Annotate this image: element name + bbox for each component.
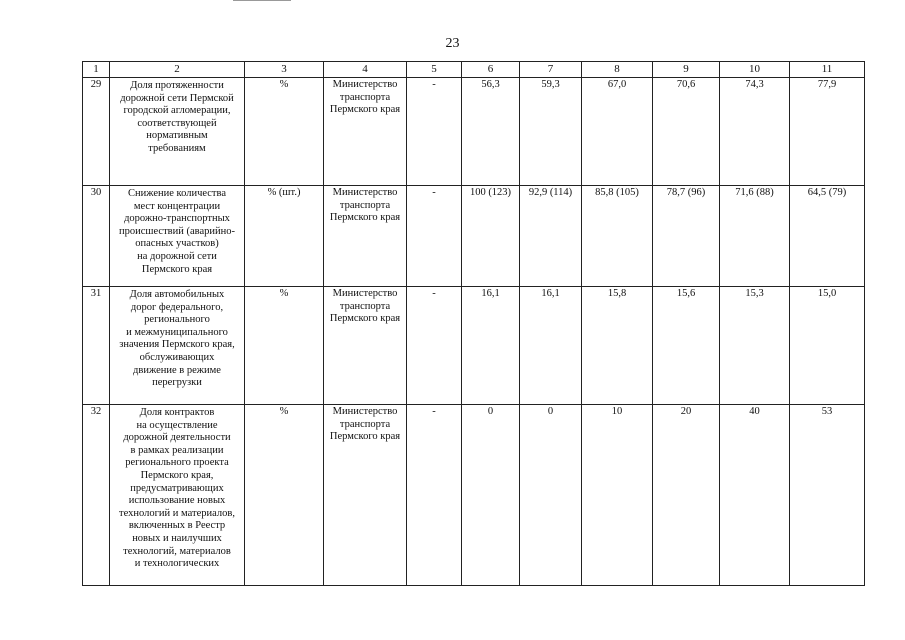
indicator-name: Доля контрактов на осуществление дорожной деятельности в рамках реализации регионального проекта Пермского края, предусматривающих использование новых технологий и материалов, включенных в Реестр новых и наилучших технологий, материалов и технологических bbox=[110, 405, 245, 586]
indicators-table bbox=[82, 61, 865, 586]
responsible-org: Министерство транспорта Пермского края bbox=[324, 186, 407, 287]
value-cell: 53 bbox=[790, 405, 865, 586]
value-cell: 77,9 bbox=[790, 78, 865, 186]
value-cell: 16,1 bbox=[462, 287, 520, 405]
table-row bbox=[83, 186, 865, 287]
base-value: - bbox=[407, 186, 462, 287]
header-cell: 1 bbox=[83, 62, 110, 78]
value-cell: 70,6 bbox=[653, 78, 720, 186]
header-cell: 6 bbox=[462, 62, 520, 78]
value-cell: 67,0 bbox=[582, 78, 653, 186]
table-row bbox=[83, 405, 865, 586]
header-cell: 5 bbox=[407, 62, 462, 78]
table-row bbox=[83, 287, 865, 405]
header-cell: 4 bbox=[324, 62, 407, 78]
indicator-name: Доля автомобильных дорог федерального, регионального и межмуниципального значения Пермского края, обслуживающих движение в режиме перегрузки bbox=[110, 287, 245, 405]
value-cell: 15,3 bbox=[720, 287, 790, 405]
value-cell: 64,5 (79) bbox=[790, 186, 865, 287]
unit-cell: % bbox=[245, 405, 324, 586]
value-cell: 92,9 (114) bbox=[520, 186, 582, 287]
table-header-row bbox=[83, 62, 865, 78]
value-cell: 78,7 (96) bbox=[653, 186, 720, 287]
row-number: 30 bbox=[83, 186, 110, 287]
value-cell: 16,1 bbox=[520, 287, 582, 405]
header-cell: 7 bbox=[520, 62, 582, 78]
value-cell: 100 (123) bbox=[462, 186, 520, 287]
header-cell: 3 bbox=[245, 62, 324, 78]
row-number: 29 bbox=[83, 78, 110, 186]
header-cell: 2 bbox=[110, 62, 245, 78]
value-cell: 59,3 bbox=[520, 78, 582, 186]
indicator-name: Доля протяженности дорожной сети Пермской городской агломерации, соответствующей нормативным требованиям bbox=[110, 78, 245, 186]
top-rule bbox=[233, 0, 291, 1]
indicator-name: Снижение количества мест концентрации дорожно-транспортных происшествий (аварийно- опасных участков) на дорожной сети Пермского края bbox=[110, 186, 245, 287]
value-cell: 0 bbox=[520, 405, 582, 586]
value-cell: 15,6 bbox=[653, 287, 720, 405]
responsible-org: Министерство транспорта Пермского края bbox=[324, 405, 407, 586]
base-value: - bbox=[407, 78, 462, 186]
value-cell: 85,8 (105) bbox=[582, 186, 653, 287]
responsible-org: Министерство транспорта Пермского края bbox=[324, 287, 407, 405]
base-value: - bbox=[407, 405, 462, 586]
value-cell: 40 bbox=[720, 405, 790, 586]
value-cell: 71,6 (88) bbox=[720, 186, 790, 287]
responsible-org: Министерство транспорта Пермского края bbox=[324, 78, 407, 186]
value-cell: 56,3 bbox=[462, 78, 520, 186]
row-number: 31 bbox=[83, 287, 110, 405]
value-cell: 20 bbox=[653, 405, 720, 586]
header-cell: 9 bbox=[653, 62, 720, 78]
header-cell: 8 bbox=[582, 62, 653, 78]
value-cell: 10 bbox=[582, 405, 653, 586]
page-number: 23 bbox=[445, 36, 460, 51]
value-cell: 0 bbox=[462, 405, 520, 586]
unit-cell: % bbox=[245, 287, 324, 405]
header-cell: 11 bbox=[790, 62, 865, 78]
unit-cell: % (шт.) bbox=[245, 186, 324, 287]
unit-cell: % bbox=[245, 78, 324, 186]
value-cell: 15,8 bbox=[582, 287, 653, 405]
header-cell: 10 bbox=[720, 62, 790, 78]
table-row bbox=[83, 78, 865, 186]
row-number: 32 bbox=[83, 405, 110, 586]
value-cell: 74,3 bbox=[720, 78, 790, 186]
base-value: - bbox=[407, 287, 462, 405]
value-cell: 15,0 bbox=[790, 287, 865, 405]
